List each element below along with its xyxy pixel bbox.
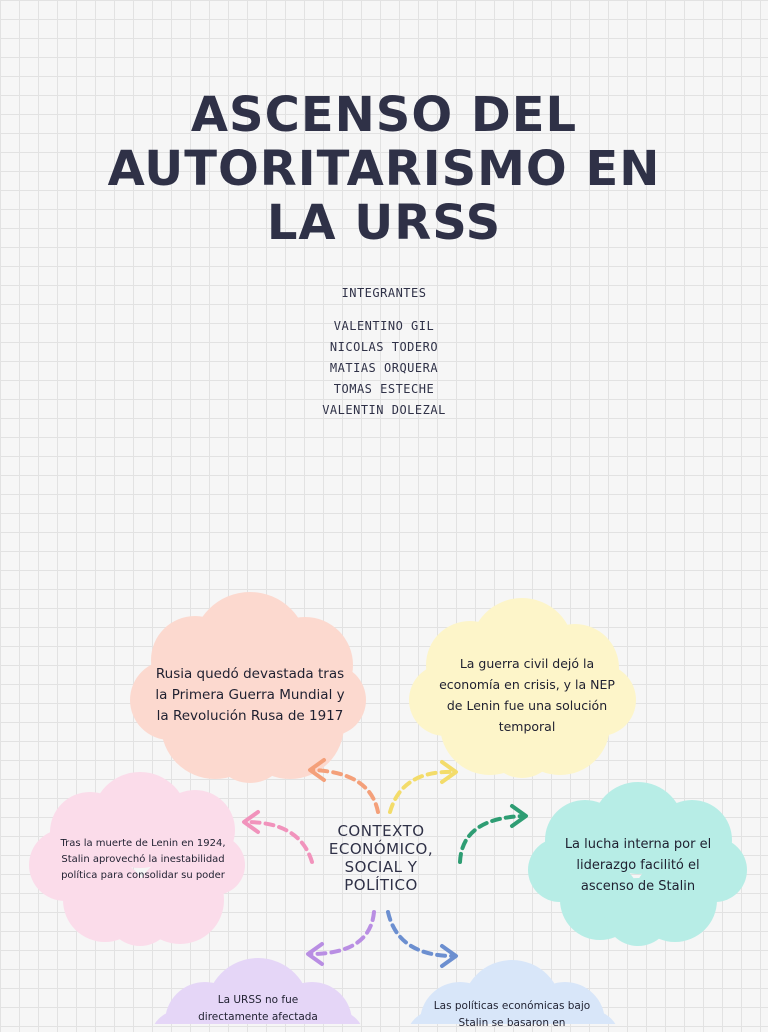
note-bottom-right-text: Las políticas económicas bajo Stalin se basaron en [433, 1000, 591, 1029]
member-name: MATIAS ORQUERA [329, 361, 439, 375]
note-top-left [150, 640, 350, 750]
note-mid-left-text: Tras la muerte de Lenin en 1924, Stalin aprovechó la inestabilidad política para consolidar su poder [60, 838, 226, 881]
arrow-mid-left [244, 812, 312, 862]
center-topic: CONTEXTO ECONÓMICO, SOCIAL Y POLÍTICO [328, 822, 434, 894]
note-bottom-left-text: La URSS no fue directamente afectada [198, 994, 318, 1023]
arrow-mid-right [460, 806, 526, 862]
member-name: NICOLAS TODERO [329, 340, 439, 354]
note-top-left-text: Rusia quedó devastada tras la Primera Guerra Mundial y la Revolución Rusa de 1917 [155, 665, 345, 724]
page-title: ASCENSO DEL AUTORITARISMO EN LA URSS [107, 87, 661, 251]
arrow-top-right [390, 762, 456, 812]
member-name: VALENTIN DOLEZAL [322, 403, 446, 417]
arrow-bottom-right [388, 912, 456, 966]
member-name: VALENTINO GIL [333, 319, 435, 333]
note-mid-right [548, 820, 728, 910]
note-mid-right-text: La lucha interna por el liderazgo facilitó el ascenso de Stalin [564, 836, 712, 894]
note-top-right-text: La guerra civil dejó la economía en crisis, y la NEP de Lenin fue una solución temporal [439, 656, 615, 734]
note-top-right [432, 640, 622, 750]
member-name: TOMAS ESTECHE [333, 382, 435, 396]
members-heading: INTEGRANTES [341, 286, 427, 300]
arrow-bottom-left [308, 912, 374, 964]
note-bottom-left [188, 992, 328, 1032]
note-mid-left [58, 815, 228, 905]
